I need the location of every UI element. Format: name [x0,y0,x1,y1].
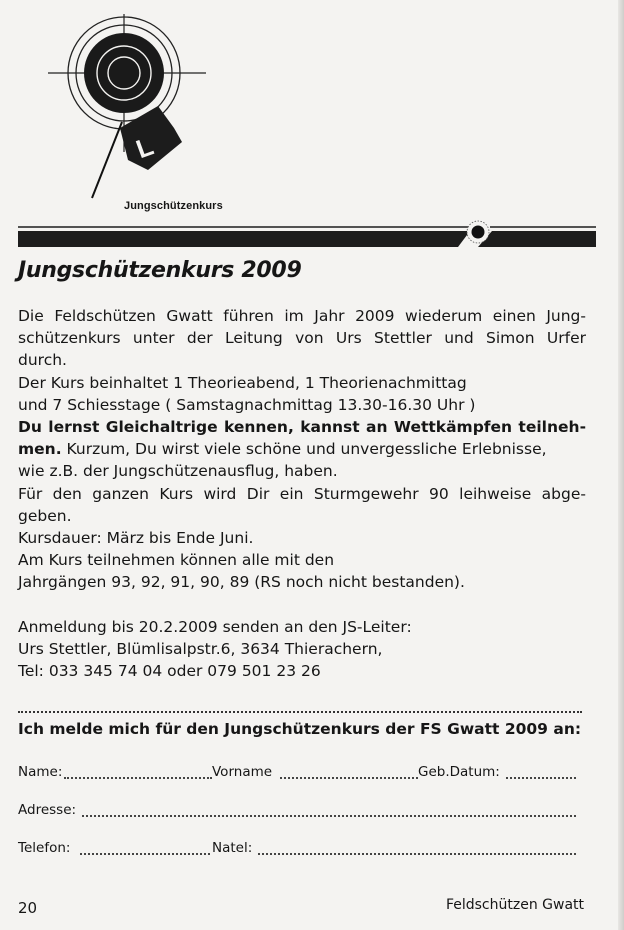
telefon-label: Telefon: [18,840,71,856]
text-line: Anmeldung bis 20.2.2009 senden an den JS-Leiter: [18,617,412,636]
bold-text: Du lernst Gleichaltrige kennen, kannst an Wettkämpfen teilneh- [18,418,586,437]
cut-line [18,711,582,713]
name-label: Name: [18,764,63,780]
gebdatum-label: Geb.Datum: [418,764,500,780]
text-line [18,438,586,460]
text-line: Am Kurs teilnehmen können alle mit den [18,551,335,570]
natel-field[interactable] [258,853,576,855]
text-line: durch. [18,351,67,370]
name-field[interactable] [64,777,212,779]
page-edge [618,0,624,930]
adresse-field[interactable] [82,815,576,817]
text-line: Kursdauer: März bis Ende Juni. [18,529,254,548]
bold-text: men. [18,440,62,459]
footer-club-name: Feldschützen Gwatt [445,897,584,913]
text-line: Für den ganzen Kurs wird Dir ein Sturmgewehr 90 leihweise abge- [18,484,586,503]
text-line: geben. [18,506,72,525]
form-row-name [18,764,578,784]
text-line: wie z.B. der Jungschützenausflug, haben. [18,462,338,481]
gebdatum-field[interactable] [506,777,576,779]
logo-letter: L [132,130,158,165]
vorname-field[interactable] [280,777,418,779]
page-number: 20 [18,899,38,917]
form-row-telefon [18,840,578,860]
adresse-label: Adresse: [18,802,77,818]
text-line: Der Kurs beinhaltet 1 Theorieabend, 1 Theorienachmittag [18,373,467,392]
form-title: Ich melde mich für den Jungschützenkurs der FS Gwatt 2009 an: [18,720,582,738]
text-line: Die Feldschützen Gwatt führen im Jahr 2009 wiederum einen Jung- [18,307,586,325]
text-line: Urs Stettler, Blümlisalpstr.6, 3634 Thierachern, [18,639,383,658]
natel-label: Natel: [212,840,253,856]
logo-caption: Jungschützenkurs [124,200,223,212]
article-body [18,305,586,682]
banner-stripe [18,213,596,253]
form-row-adresse [18,802,578,822]
telefon-field[interactable] [80,853,210,855]
text-line [18,416,586,438]
page-title: Jungschützenkurs 2009 [18,258,302,283]
text-line: Tel: 033 345 74 04 oder 079 501 23 26 [18,662,321,681]
text-line: und 7 Schiesstage ( Samstagnachmittag 13.30-16.30 Uhr ) [18,395,476,414]
target-flag-logo [40,10,250,220]
vorname-label: Vorname [212,764,273,780]
text-line: Jahrgängen 93, 92, 91, 90, 89 (RS noch nicht bestanden). [18,573,465,592]
text-line: schützenkurs unter der Leitung von Urs Stettler und Simon Urfer [18,329,586,348]
text-span: Kurzum, Du wirst viele schöne und unvergessliche Erlebnisse, [61,440,547,459]
